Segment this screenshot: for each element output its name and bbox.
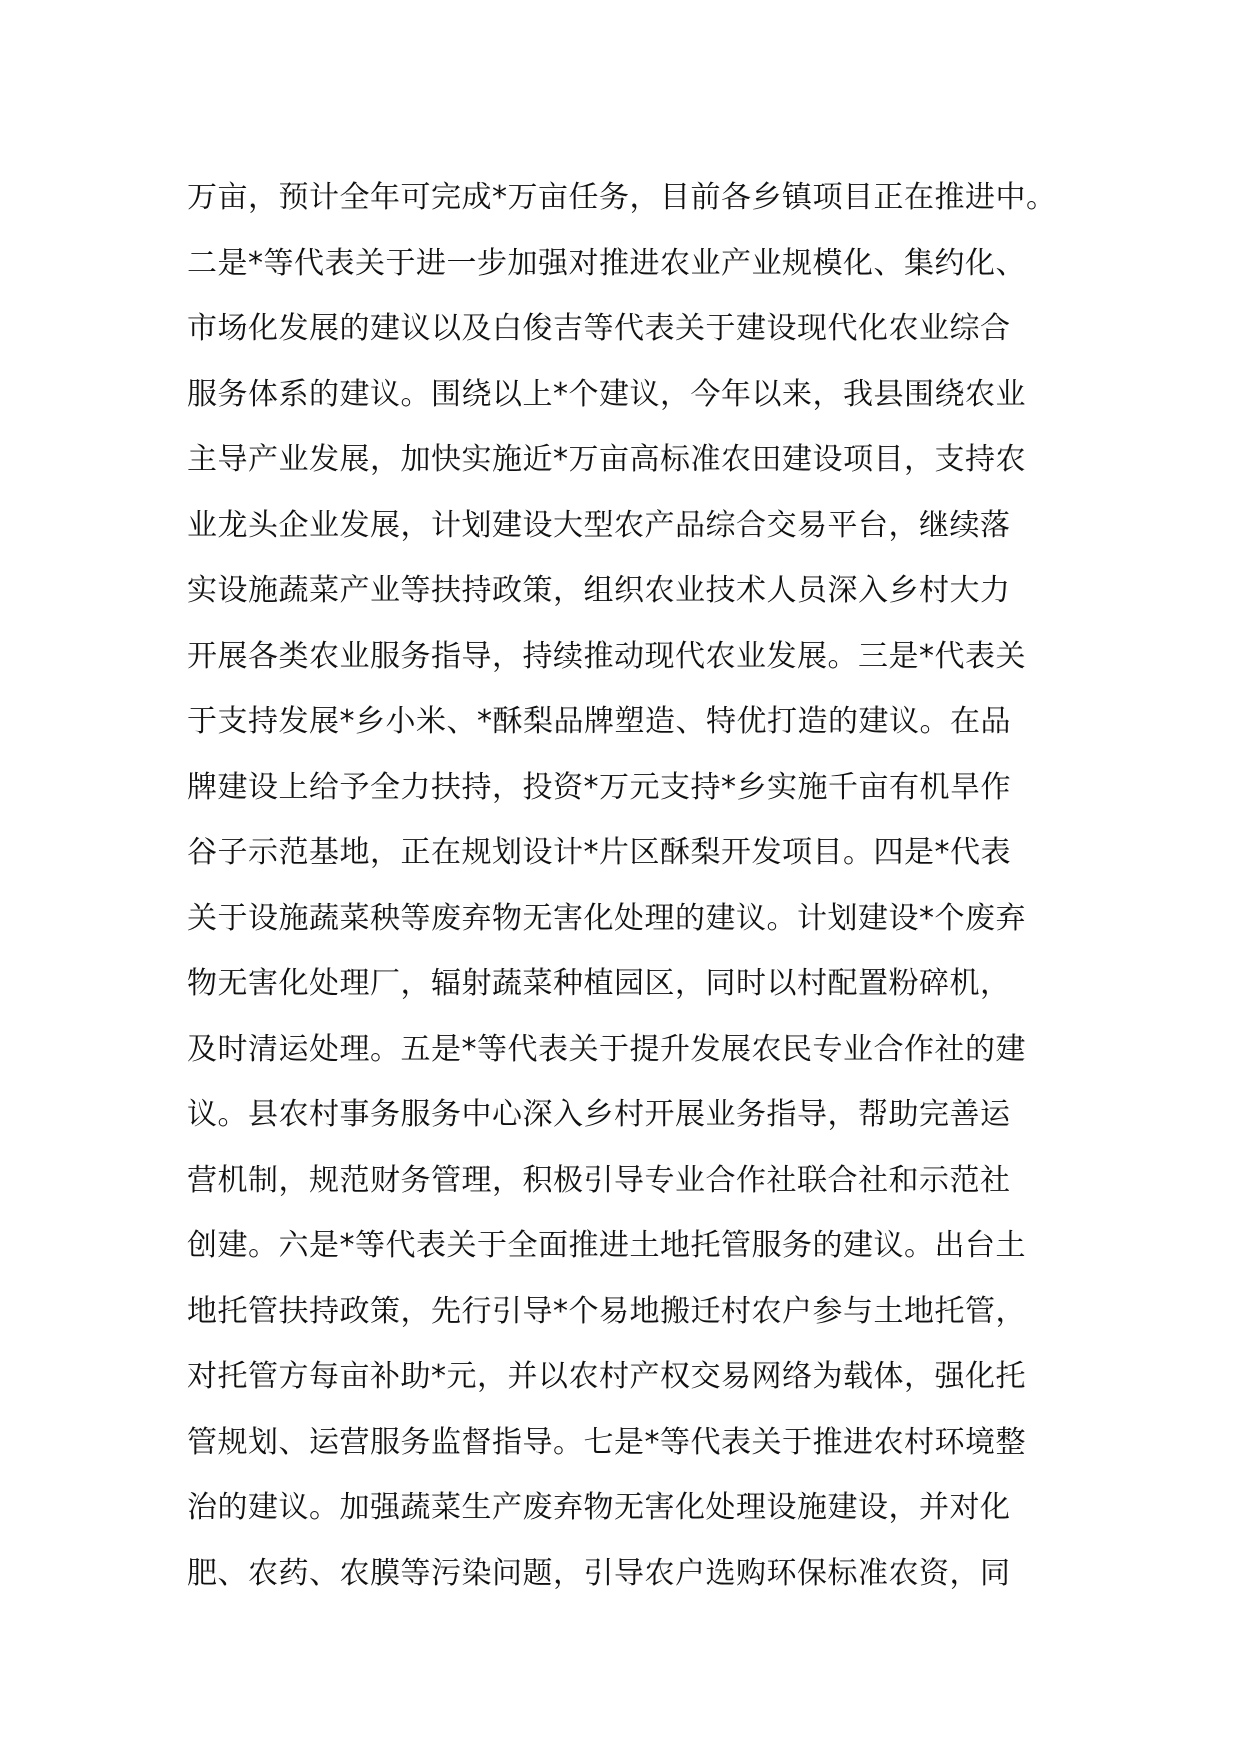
text-line: 实设施蔬菜产业等扶持政策，组织农业技术人员深入乡村大力 xyxy=(187,573,1011,608)
text-line: 开展各类农业服务指导，持续推动现代农业发展。三是*代表关 xyxy=(187,638,1026,674)
text-line: 服务体系的建议。围绕以上*个建议，今年以来，我县围绕农业 xyxy=(187,376,1026,412)
text-line: 管规划、运营服务监督指导。七是*等代表关于推进农村环境整 xyxy=(187,1424,1026,1460)
text-line: 治的建议。加强蔬菜生产废弃物无害化处理设施建设，并对化 xyxy=(187,1490,1011,1525)
text-line: 营机制，规范财务管理，积极引导专业合作社联合社和示范社 xyxy=(187,1162,1011,1198)
text-line: 万亩，预计全年可完成*万亩任务，目前各乡镇项目正在推进中。 xyxy=(187,180,1057,215)
text-line: 关于设施蔬菜秧等废弃物无害化处理的建议。计划建设*个废弃 xyxy=(187,900,1026,936)
body-text xyxy=(187,165,1087,1606)
text-line: 牌建设上给予全力扶持，投资*万元支持*乡实施千亩有机旱作 xyxy=(187,769,1011,805)
text-line: 对托管方每亩补助*元，并以农村产权交易网络为载体，强化托 xyxy=(187,1359,1026,1394)
text-line: 创建。六是*等代表关于全面推进土地托管服务的建议。出台土 xyxy=(187,1228,1026,1263)
text-line: 及时清运处理。五是*等代表关于提升发展农民专业合作社的建 xyxy=(187,1031,1026,1067)
text-line: 市场化发展的建议以及白俊吉等代表关于建设现代化农业综合 xyxy=(187,311,1011,346)
text-line: 二是*等代表关于进一步加强对推进农业产业规模化、集约化、 xyxy=(187,245,1026,281)
text-line: 谷子示范基地，正在规划设计*片区酥梨开发项目。四是*代表 xyxy=(187,835,1011,870)
text-line: 肥、农药、农膜等污染问题，引导农户选购环保标准农资，同 xyxy=(187,1555,1011,1591)
text-line: 主导产业发展，加快实施近*万亩高标准农田建设项目，支持农 xyxy=(187,442,1026,477)
text-line: 于支持发展*乡小米、*酥梨品牌塑造、特优打造的建议。在品 xyxy=(187,704,1011,739)
text-line: 地托管扶持政策，先行引导*个易地搬迁村农户参与土地托管， xyxy=(187,1293,1026,1329)
text-line: 业龙头企业发展，计划建设大型农产品综合交易平台，继续落 xyxy=(187,507,1011,543)
text-line: 议。县农村事务服务中心深入乡村开展业务指导，帮助完善运 xyxy=(187,1097,1011,1132)
text-line: 物无害化处理厂，辐射蔬菜种植园区，同时以村配置粉碎机， xyxy=(187,966,1011,1001)
